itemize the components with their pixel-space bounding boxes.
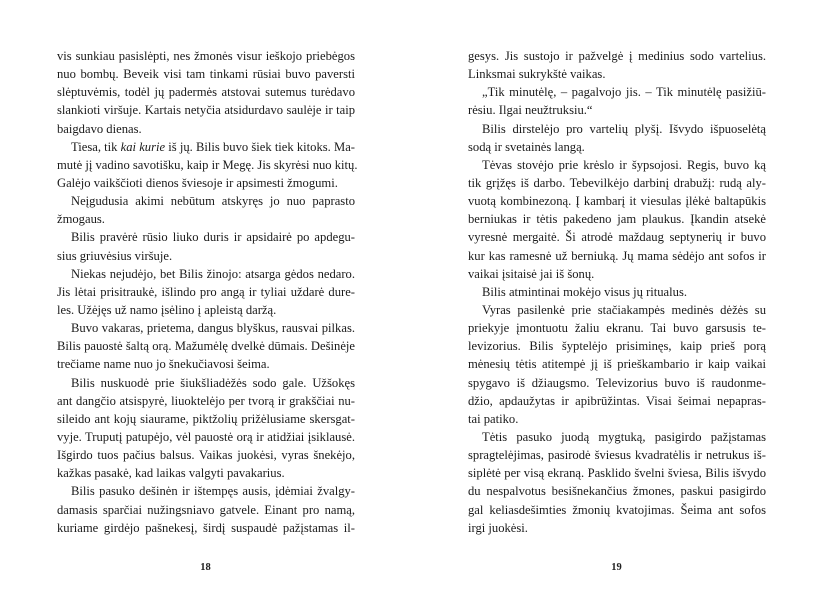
text-line: baigdavo dienas. [57, 121, 142, 136]
text-line: Tiesa, tik kai kurie iš jų. Bilis buvo šiek tiek kitoks. Ma- [71, 139, 355, 154]
text-line: damasis sparčiai nužingsniavo gatvele. Einant pro namą, [57, 502, 355, 517]
text-line: vuotą kombinezoną. Į kambarį it viesulas įlėkė baltapūkis [468, 194, 766, 209]
text-line: Bilis atmintinai mokėjo visus jų ritualus. [482, 284, 687, 299]
text-line: ant dangčio atsispyrė, liuoktelėjo per tvorą ir grakščiai nu- [57, 393, 355, 408]
text-line: Bilis nuskuodė prie šiukšliadėžės sodo gale. Užšokęs [71, 375, 355, 390]
page-number-left: 18 [200, 562, 211, 573]
text-line: Bilis pasuko dešinėn ir ištempęs ausis, įdėmiai žvalgy- [71, 484, 355, 499]
text-line: Galėjo vaikščioti dienos šviesoje ir apsimesti žmogumi. [57, 175, 338, 190]
text-line: trečiame name nuo jo šnekučiavosi šeima. [57, 357, 270, 372]
left-page-body [57, 47, 358, 537]
text-line: irgi juokėsi. [468, 520, 528, 535]
text-line: džio, apdaužytas ir apibrūžintas. Visai šeimai nepapras- [468, 393, 766, 408]
text-line: Jis lėtai prisitraukė, išlindo pro angą ir tyliai uždarė dure- [57, 284, 355, 299]
text-line: siplėtė per visą ekraną. Pasklido švelni šviesa, Bilis išvydo [468, 466, 766, 481]
emphasis: kai kurie [120, 139, 166, 154]
text-line: vyje. Truputį patupėjo, vėl pauostė orą ir atidžiai įsiklausė. [57, 429, 355, 444]
text-line: „Tik minutėlę, – pagalvojo jis. – Tik minutėlę pasižiū- [482, 85, 766, 100]
text-line: Neįgudusia akimi nebūtum atskyręs jo nuo paprasto [71, 194, 355, 209]
text-line: Vyras pasilenkė prie stačiakampės medinės dėžės su [482, 302, 766, 317]
text-line: vaikai įsitaisė jai iš šonų. [468, 266, 595, 281]
text-line: Bilis pravėrė rūsio liuko duris ir apsidairė po apdegu- [71, 230, 355, 245]
text-line: kažkas pasakė, kad laikas valgyti pavakarius. [57, 466, 285, 481]
text-line: sodą ir svetainės langą. [468, 139, 585, 154]
text-line: mutė jį vadino savotišku, kaip ir Megę. Jis skyrėsi nuo kitų. [57, 157, 358, 172]
text-line: Linksmai sukrykštė vaikas. [468, 67, 606, 82]
text-line: du nespalvotus besišnekančius žmones, paskui pasigirdo [468, 484, 766, 499]
text-line: vis sunkiau pasislėpti, nes žmonės visur ieškojo priebėgos [57, 49, 355, 63]
text-line: sius griuvėsius viršuje. [57, 248, 173, 263]
text-line: Bilis pauostė šaltą orą. Mažumėlę dvelkė dūmais. Dešinėje [57, 339, 355, 354]
text-line: vyresnė mergaitė. Ši atrodė maždaug septynerių ir buvo [468, 230, 766, 245]
text-line: kuriame girdėjo pašnekesį, širdį suspaudė pažįstamas il- [57, 520, 355, 535]
text-line: levizorius. Bilis šyptelėjo prisiminęs, kaip prieš porą [468, 339, 766, 354]
text-line: Niekas nejudėjo, bet Bilis žinojo: atsarga gėdos nedaro. [71, 266, 355, 281]
text-line: gesys. Jis sustojo ir pažvelgė į medinius sodo vartelius. [468, 49, 766, 63]
text-line: gal keliasdešimties žmonių kvatojimas. Šeima ant sofos [468, 502, 766, 517]
text-line: Tėtis pasuko juodą mygtuką, pasigirdo pažįstamas [482, 429, 766, 444]
text-line: rėsiu. Ilgai neužtruksiu.“ [468, 103, 593, 118]
page-number-right: 19 [611, 562, 622, 573]
text-line: mėnesių tėtis atitempė jį iš prieškambario ir kaip vaikai [468, 357, 766, 372]
text-line: tik grįžęs iš darbo. Tebevilkėjo darbinį drabužį: rudą aly- [468, 175, 766, 190]
text-line: Bilis dirstelėjo pro vartelių plyšį. Išvydo išpuoselėtą [482, 121, 766, 136]
text-line: sileido ant kojų siaurame, piktžolių prižėlusiame skersgat- [57, 411, 355, 426]
text-line: tai patiko. [468, 411, 519, 426]
text-line: slėptuvėmis, todėl jų padermės atstovai sutemus turėdavo [57, 85, 355, 100]
text-line: slankioti viršuje. Kartais netyčia atsidurdavo saulėje ir taip [57, 103, 355, 118]
text-line: Tėvas stovėjo prie krėslo ir šypsojosi. Regis, buvo ką [482, 157, 766, 172]
text-line: žmogaus. [57, 212, 105, 227]
right-page [411, 0, 822, 609]
text-line: kur kas ramesnė už berniuką. Jų mama sėdėjo ant sofos ir [468, 248, 766, 263]
text-line: spragtelėjimas, pasirodė šviesus kvadratėlis ir netrukus iš- [468, 448, 766, 463]
text-line: spygavo iš džiaugsmo. Televizorius buvo iš raudonme- [468, 375, 766, 390]
text-line: berniukas ir tėtis pakedeno jam plaukus. Įkandin atsekė [468, 212, 766, 227]
text-line: Išgirdo tuos pačius balsus. Vaikas juokėsi, vyras šnekėjo, [57, 448, 355, 463]
text-line: les. Užėjęs už namo įsėlino į apleistą daržą. [57, 302, 277, 317]
text-line: Buvo vakaras, prietema, dangus blyškus, rausvai pilkas. [71, 321, 355, 336]
right-page-body [468, 47, 766, 537]
text-line: nuo bombų. Beveik visi tam tinkami rūsiai buvo paversti [57, 67, 355, 82]
text-line: priekyje įmontuotu žaliu ekranu. Tai buvo garsusis te- [468, 321, 766, 336]
